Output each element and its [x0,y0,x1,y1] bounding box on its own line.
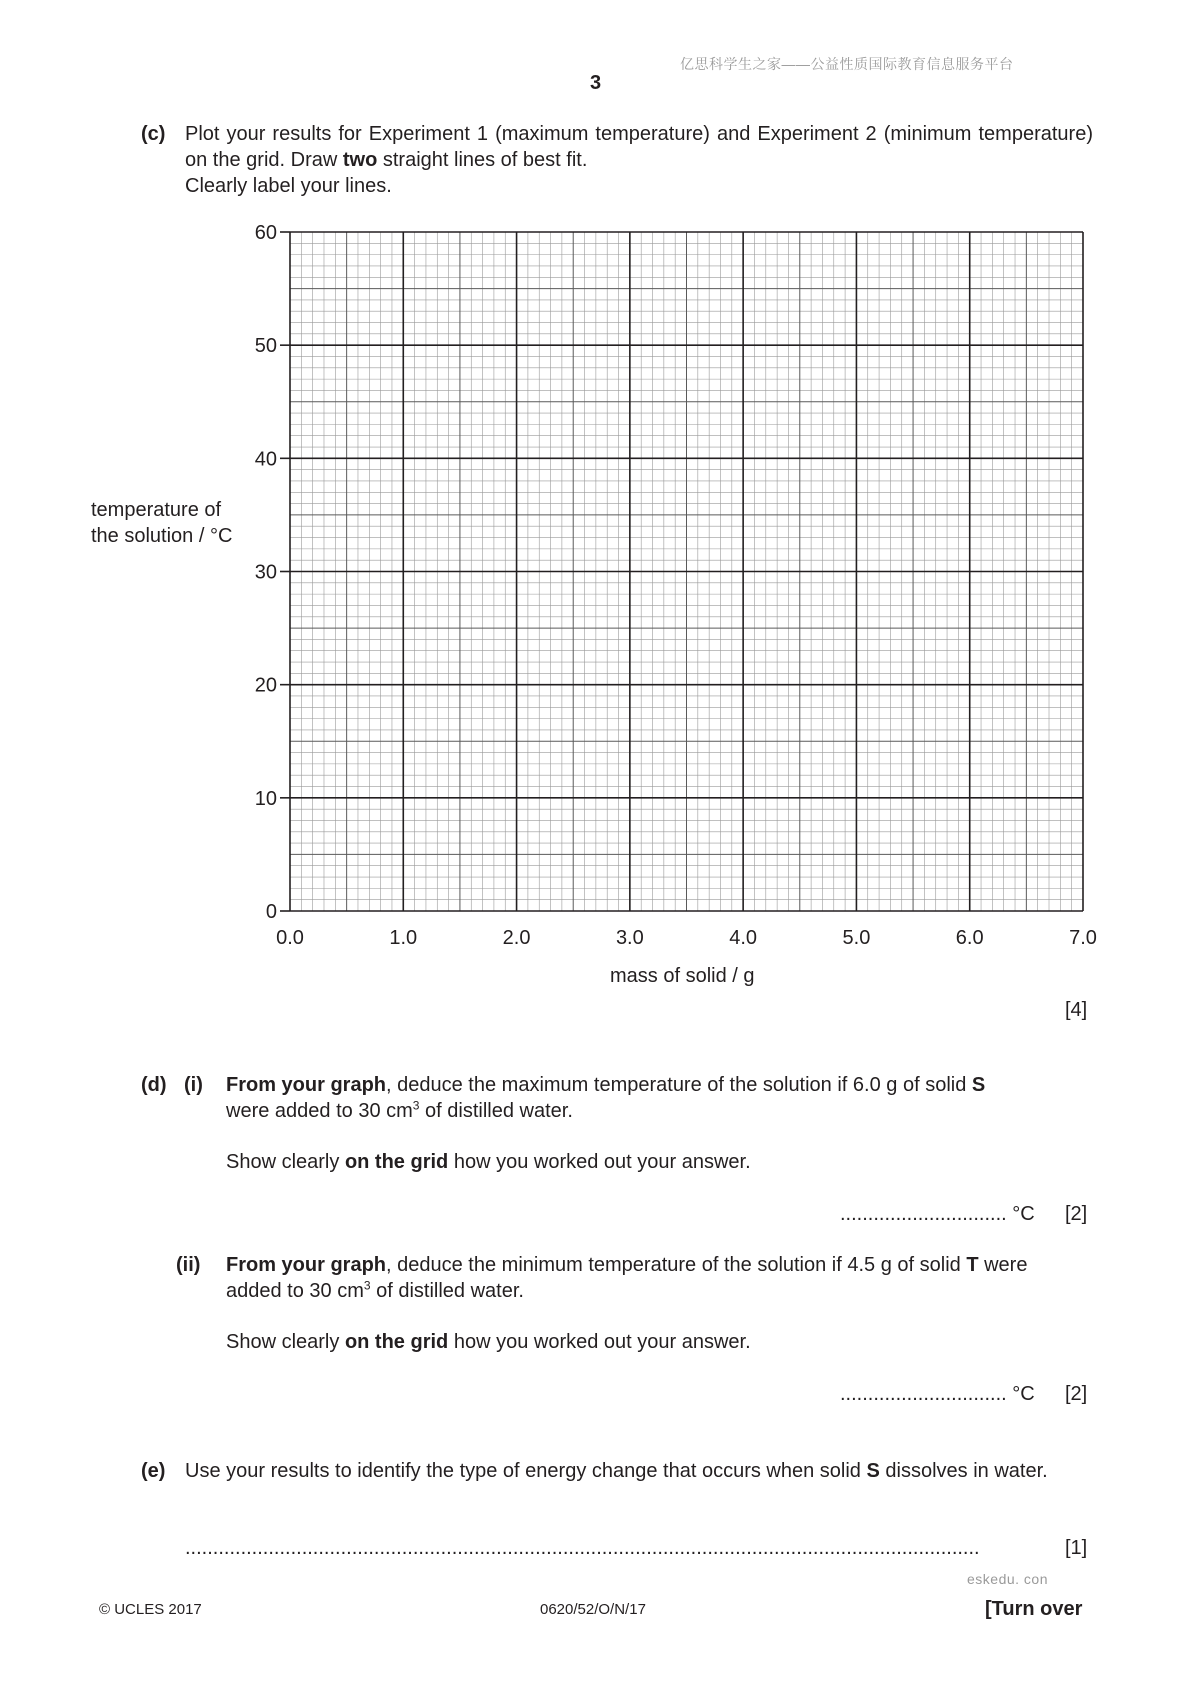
part-d-i-bold-lead: From your graph [226,1074,387,1096]
y-axis-label-line2: the solution / °C [91,525,233,547]
y-tick-label: 40 [254,448,277,471]
part-d-ii-show-pre: Show clearly [226,1331,345,1353]
x-tick-label: 1.0 [389,927,418,949]
part-c-marks: [4] [1065,999,1088,1021]
part-d-i-unit: °C [1012,1203,1035,1225]
part-e-solid-s: S [866,1460,880,1482]
part-d-ii-show-bold: on the grid [344,1331,449,1353]
part-d-i-solid-s: S [971,1074,986,1096]
x-tick-label: 3.0 [615,927,644,949]
part-d-ii-question [226,1252,1093,1278]
part-d-ii-solid-t: T [966,1254,979,1276]
x-tick-label: 0.0 [276,927,304,949]
part-d-i-sup: 3 [412,1098,420,1113]
part-c-bold-two: two [342,149,378,171]
y-tick-label: 20 [254,674,277,697]
part-e-question [185,1458,1093,1484]
part-d-ii-question-line2 [226,1278,524,1304]
footer-watermark: eskedu. con [967,1571,1048,1587]
part-c-text-1: Plot your results for Experiment 1 (maximum temperature) and Experiment 2 (minimum temperature) on the grid. Draw [185,123,1093,171]
part-d-i-answer-dots[interactable]: .............................. [840,1203,1007,1225]
part-d-ii-show-post: how you worked out your answer. [448,1331,751,1353]
footer-turn-over: [Turn over [985,1598,1083,1620]
part-d-ii-marks: [2] [1065,1383,1088,1405]
part-d-ii-text-a: , deduce the minimum temperature of the solution if 4.5 g of solid [386,1254,967,1276]
part-d-i-text-b-post: of distilled water. [419,1100,573,1122]
part-d-i-question-line2 [226,1098,573,1124]
part-d-i-label: (i) [184,1074,203,1096]
part-d-ii-sup: 3 [363,1278,371,1293]
part-d-i-show-post: how you worked out your answer. [448,1151,751,1173]
part-d-i-text-a: , deduce the maximum temperature of the solution if 6.0 g of solid [386,1074,972,1096]
y-tick-label: 50 [254,335,277,358]
part-e-marks: [1] [1065,1537,1088,1559]
part-d-ii-show-clearly [226,1329,751,1355]
part-d-label: (d) [141,1074,167,1096]
part-d-i-show-bold: on the grid [344,1151,449,1173]
x-axis-label: mass of solid / g [610,965,755,987]
part-e-answer-dots[interactable]: ............................................................................................................................................... [185,1537,980,1559]
part-c-label: (c) [141,123,166,145]
y-tick-label: 60 [254,222,277,244]
y-tick-label: 0 [265,901,277,923]
part-d-ii-unit: °C [1012,1383,1035,1405]
part-d-ii-bold-lead: From your graph [226,1254,387,1276]
part-d-i-text-b: were added to 30 cm [226,1100,413,1122]
footer-copyright: © UCLES 2017 [99,1601,202,1618]
x-tick-label: 6.0 [955,927,984,949]
part-d-ii-text-b: added to 30 cm [226,1280,364,1302]
part-d-i-show-pre: Show clearly [226,1151,345,1173]
part-d-i-answer-line[interactable] [840,1201,1035,1227]
y-tick-label: 30 [254,561,277,584]
x-tick-label: 4.0 [729,927,758,949]
footer-paper-code: 0620/52/O/N/17 [540,1601,646,1618]
part-c-text-2: straight lines of best fit. [377,149,588,171]
part-e-label: (e) [141,1460,166,1482]
part-e-text-post: dissolves in water. [879,1460,1048,1482]
part-d-ii-text-b-post: of distilled water. [370,1280,524,1302]
x-tick-label: 2.0 [502,927,531,949]
part-d-i-marks: [2] [1065,1203,1088,1225]
part-d-i-show-clearly [226,1149,751,1175]
part-d-ii-answer-line[interactable] [840,1381,1035,1407]
axis-ticks [280,232,290,911]
part-d-ii-answer-dots[interactable]: .............................. [840,1383,1007,1405]
page-number: 3 [590,72,602,94]
part-d-ii-label: (ii) [176,1254,201,1276]
x-tick-label: 7.0 [1069,927,1097,949]
y-tick-label: 10 [254,787,277,810]
x-tick-label: 5.0 [842,927,871,949]
part-d-ii-text-a-end: were [978,1254,1028,1276]
part-c-label-lines: Clearly label your lines. [185,175,392,197]
part-e-text-pre: Use your results to identify the type of energy change that occurs when solid [185,1460,867,1482]
part-d-i-question [226,1072,1093,1098]
y-axis-label-line1: temperature of [91,499,222,521]
header-watermark: 亿思科学生之家——公益性质国际教育信息服务平台 [680,56,1014,72]
